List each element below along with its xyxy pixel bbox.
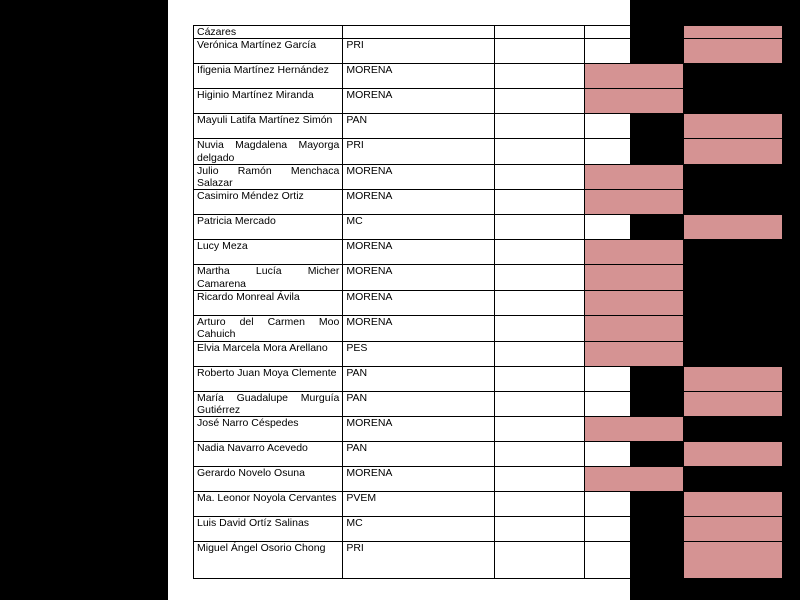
legislator-name-cell: Ricardo Monreal Ávila — [194, 291, 343, 316]
party-cell: MORENA — [343, 417, 495, 442]
vote-column-3-cell — [683, 114, 782, 139]
table-row — [194, 291, 783, 316]
vote-column-1-cell — [495, 316, 584, 342]
party-cell: MORENA — [343, 265, 495, 291]
legislator-name-cell: Patricia Mercado — [194, 215, 343, 240]
vote-column-1-cell — [495, 291, 584, 316]
party-cell: MORENA — [343, 164, 495, 190]
legislator-name-cell: Higinio Martínez Miranda — [194, 89, 343, 114]
table-row — [194, 341, 783, 366]
legislator-name-cell: Lucy Meza — [194, 240, 343, 265]
vote-column-3-cell — [683, 190, 782, 215]
vote-column-2-cell — [584, 291, 683, 316]
table-row — [194, 542, 783, 579]
vote-column-2-cell — [584, 215, 683, 240]
vote-column-3-cell — [683, 517, 782, 542]
legislator-name-cell: Gerardo Novelo Osuna — [194, 467, 343, 492]
table-row — [194, 492, 783, 517]
party-cell: PRI — [343, 139, 495, 165]
party-cell: MORENA — [343, 291, 495, 316]
vote-column-2-cell — [584, 467, 683, 492]
table-row — [194, 139, 783, 165]
table-row — [194, 114, 783, 139]
legislator-name-cell: María Guadalupe Murguía Gutiérrez — [194, 391, 343, 417]
vote-column-2-cell — [584, 240, 683, 265]
vote-column-2-cell — [584, 39, 683, 64]
table-row — [194, 316, 783, 342]
vote-column-2-cell — [584, 341, 683, 366]
party-cell: MORENA — [343, 240, 495, 265]
party-cell: MORENA — [343, 316, 495, 342]
party-cell: PRI — [343, 542, 495, 579]
vote-column-1-cell — [495, 215, 584, 240]
table-row — [194, 39, 783, 64]
vote-column-2-cell — [584, 316, 683, 342]
party-cell: MORENA — [343, 190, 495, 215]
table-row — [194, 89, 783, 114]
legislator-name-cell: José Narro Céspedes — [194, 417, 343, 442]
table-row — [194, 26, 783, 39]
party-cell: PAN — [343, 442, 495, 467]
legislator-name-cell: Verónica Martínez García — [194, 39, 343, 64]
vote-column-3-cell — [683, 89, 782, 114]
vote-column-2-cell — [584, 417, 683, 442]
legislator-name-cell: Luis David Ortíz Salinas — [194, 517, 343, 542]
legislator-name-cell: Ifigenia Martínez Hernández — [194, 64, 343, 89]
vote-column-1-cell — [495, 417, 584, 442]
table-row — [194, 265, 783, 291]
party-cell: MORENA — [343, 467, 495, 492]
vote-column-2-cell — [584, 114, 683, 139]
vote-column-3-cell — [683, 366, 782, 391]
vote-column-3-cell — [683, 542, 782, 579]
vote-column-2-cell — [584, 64, 683, 89]
legislator-name-cell: Julio Ramón Menchaca Salazar — [194, 164, 343, 190]
vote-column-1-cell — [495, 64, 584, 89]
vote-column-3-cell — [683, 215, 782, 240]
vote-column-1-cell — [495, 164, 584, 190]
legislator-name-cell: Ma. Leonor Noyola Cervantes — [194, 492, 343, 517]
party-cell: PAN — [343, 391, 495, 417]
party-cell: PVEM — [343, 492, 495, 517]
vote-column-1-cell — [495, 341, 584, 366]
vote-table-body — [194, 26, 783, 579]
vote-column-1-cell — [495, 542, 584, 579]
party-cell: PAN — [343, 366, 495, 391]
legislator-name-cell: Cázares — [194, 26, 343, 39]
vote-column-3-cell — [683, 139, 782, 165]
vote-column-3-cell — [683, 64, 782, 89]
vote-column-2-cell — [584, 366, 683, 391]
vote-column-1-cell — [495, 240, 584, 265]
party-cell — [343, 26, 495, 39]
party-cell: PAN — [343, 114, 495, 139]
vote-column-3-cell — [683, 341, 782, 366]
party-cell: MORENA — [343, 64, 495, 89]
vote-table — [193, 25, 783, 579]
vote-column-3-cell — [683, 467, 782, 492]
vote-column-2-cell — [584, 265, 683, 291]
vote-column-1-cell — [495, 26, 584, 39]
vote-column-2-cell — [584, 26, 683, 39]
legislator-name-cell: Nadia Navarro Acevedo — [194, 442, 343, 467]
vote-column-2-cell — [584, 542, 683, 579]
vote-column-3-cell — [683, 26, 782, 39]
legislator-name-cell: Nuvia Magdalena Mayorga delgado — [194, 139, 343, 165]
table-row — [194, 215, 783, 240]
vote-column-1-cell — [495, 517, 584, 542]
legislator-name-cell: Casimiro Méndez Ortiz — [194, 190, 343, 215]
document-page — [168, 0, 630, 600]
table-row — [194, 240, 783, 265]
vote-column-2-cell — [584, 492, 683, 517]
vote-column-2-cell — [584, 89, 683, 114]
table-row — [194, 442, 783, 467]
vote-column-3-cell — [683, 291, 782, 316]
vote-column-1-cell — [495, 89, 584, 114]
vote-column-1-cell — [495, 265, 584, 291]
vote-column-2-cell — [584, 139, 683, 165]
party-cell: PES — [343, 341, 495, 366]
vote-column-3-cell — [683, 316, 782, 342]
vote-column-1-cell — [495, 391, 584, 417]
party-cell: PRI — [343, 39, 495, 64]
table-row — [194, 164, 783, 190]
legislator-name-cell: Roberto Juan Moya Clemente — [194, 366, 343, 391]
vote-column-2-cell — [584, 391, 683, 417]
legislator-name-cell: Miguel Ángel Osorio Chong — [194, 542, 343, 579]
table-row — [194, 391, 783, 417]
party-cell: MORENA — [343, 89, 495, 114]
vote-column-3-cell — [683, 391, 782, 417]
legislator-name-cell: Martha Lucía Micher Camarena — [194, 265, 343, 291]
vote-column-3-cell — [683, 417, 782, 442]
vote-column-2-cell — [584, 517, 683, 542]
table-row — [194, 417, 783, 442]
legislator-name-cell: Mayuli Latifa Martínez Simón — [194, 114, 343, 139]
party-cell: MC — [343, 517, 495, 542]
vote-column-3-cell — [683, 39, 782, 64]
vote-column-2-cell — [584, 442, 683, 467]
vote-column-1-cell — [495, 39, 584, 64]
table-row — [194, 517, 783, 542]
table-row — [194, 64, 783, 89]
vote-column-1-cell — [495, 467, 584, 492]
table-row — [194, 366, 783, 391]
vote-column-1-cell — [495, 190, 584, 215]
legislator-name-cell: Arturo del Carmen Moo Cahuich — [194, 316, 343, 342]
party-cell: MC — [343, 215, 495, 240]
vote-column-1-cell — [495, 366, 584, 391]
vote-column-3-cell — [683, 164, 782, 190]
vote-column-3-cell — [683, 442, 782, 467]
vote-column-3-cell — [683, 265, 782, 291]
table-row — [194, 190, 783, 215]
vote-column-3-cell — [683, 492, 782, 517]
vote-column-1-cell — [495, 114, 584, 139]
vote-column-2-cell — [584, 190, 683, 215]
vote-column-1-cell — [495, 492, 584, 517]
vote-column-1-cell — [495, 442, 584, 467]
vote-column-1-cell — [495, 139, 584, 165]
vote-column-2-cell — [584, 164, 683, 190]
table-row — [194, 467, 783, 492]
vote-column-3-cell — [683, 240, 782, 265]
legislator-name-cell: Elvia Marcela Mora Arellano — [194, 341, 343, 366]
